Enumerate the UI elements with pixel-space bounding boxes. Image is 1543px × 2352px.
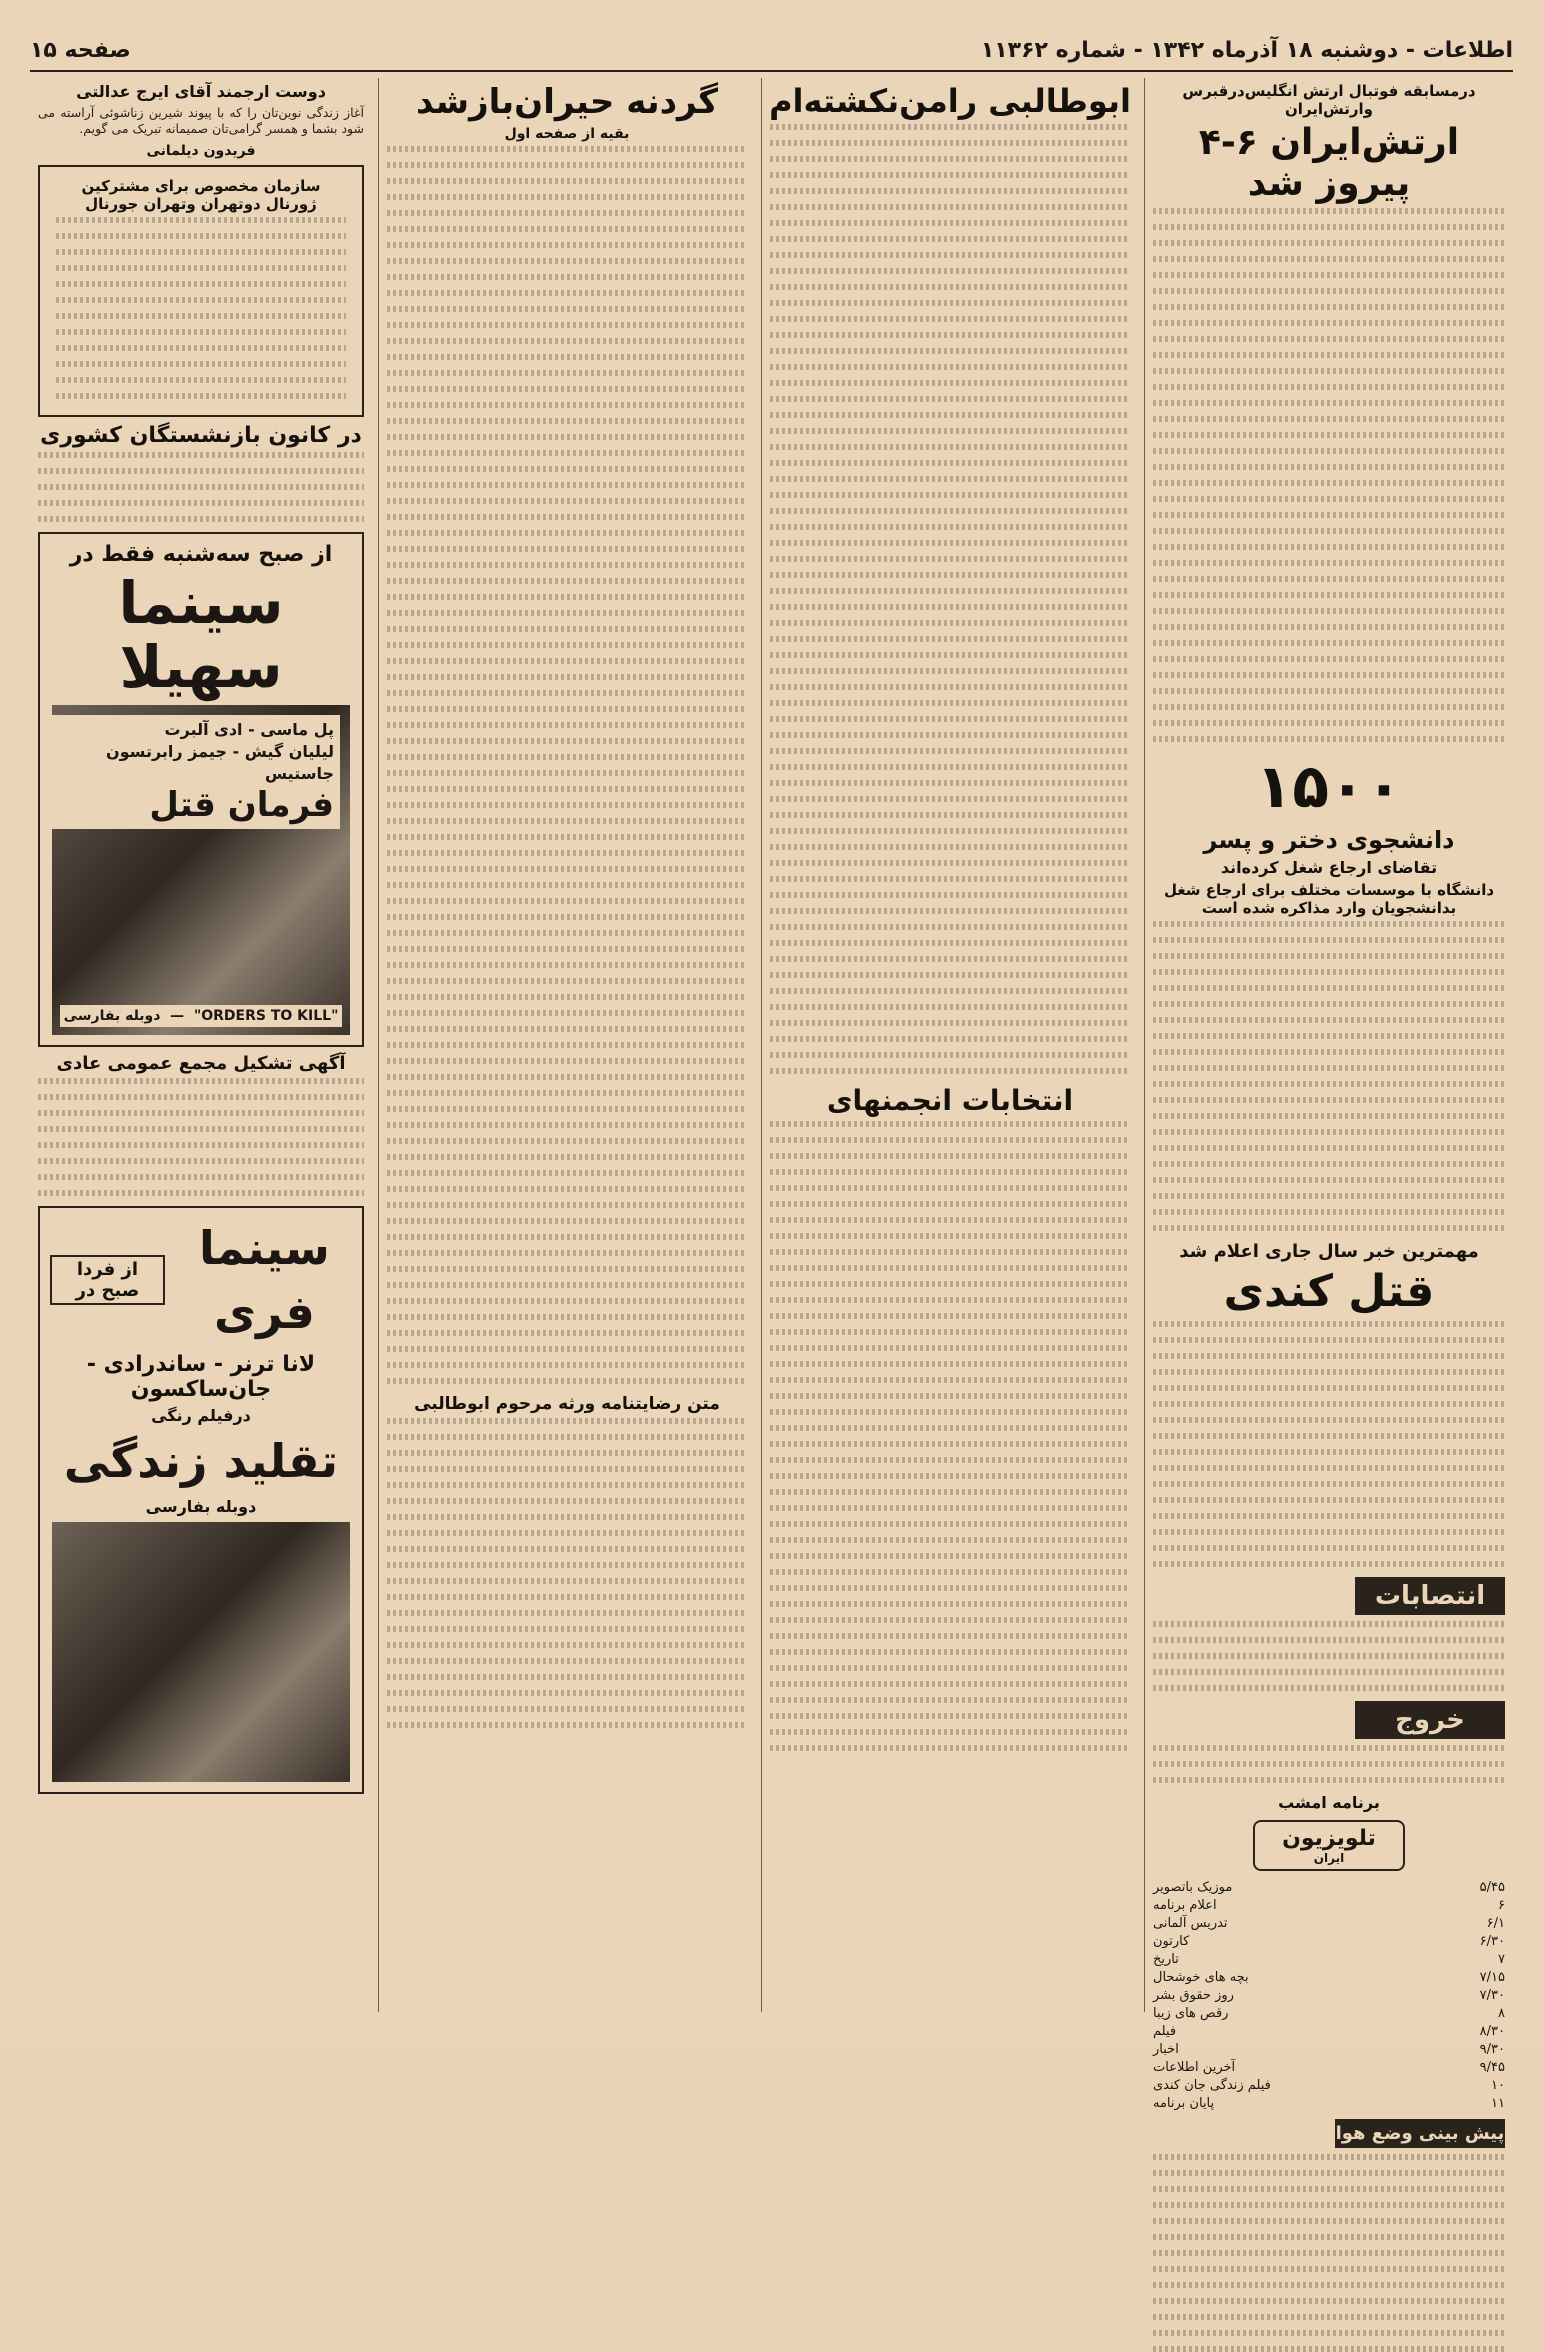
tv-logo-sub: ایران [1313, 1851, 1345, 1865]
congrats-title: دوست ارجمند آقای ایرج عدالتی [76, 82, 326, 101]
tv-schedule-title: فیلم [1153, 2024, 1177, 2039]
pass-headline: گردنه حیران‌بازشد [416, 82, 718, 122]
film1-caption: "ORDERS TO KILL" — دوبله بفارسی [60, 1005, 342, 1027]
pass-text [387, 146, 747, 1384]
tv-schedule-title: پایان برنامه [1153, 2096, 1215, 2111]
cinema2-ad [38, 1206, 364, 1794]
tv-schedule-time: ۵/۴۵ [1479, 1880, 1505, 1895]
cinema1-ad [38, 532, 364, 1047]
congrats-sign: فریدون دیلمانی [146, 143, 256, 159]
tv-schedule-time: ۷/۳۰ [1479, 1988, 1505, 2003]
football-kicker: درمسابقه فوتبال ارتش انگلیس‌درقبرس وارتش‌ایران [1182, 82, 1476, 118]
film2-dubbed: دوبله بفارسی [145, 1497, 257, 1516]
tv-schedule-row [1153, 1951, 1505, 1969]
retirees-headline: در کانون بازنشستگان کشوری [40, 423, 362, 448]
column-left [30, 78, 372, 2012]
tv-schedule-row [1153, 1915, 1505, 1933]
appointments-banner: انتصابات [1355, 1577, 1505, 1615]
tv-schedule-time: ۶ [1498, 1898, 1505, 1913]
students-deck: تقاضای ارجاع شغل کرده‌اند [1220, 858, 1438, 877]
org-box [38, 165, 364, 417]
tv-schedule-title: فیلم زندگی جان کندی [1153, 2078, 1271, 2093]
cinema2-top: از فردا صبح در [50, 1255, 165, 1305]
tonight-program-label: برنامه امشب [1278, 1793, 1380, 1812]
film2-title: تقلید زندگی [63, 1434, 339, 1488]
tv-schedule-row [1153, 1987, 1505, 2005]
tv-schedule-time: ۷/۱۵ [1479, 1970, 1505, 1985]
film1-dubbed: دوبله بفارسی [63, 1008, 161, 1024]
issue-info: اطلاعات - دوشنبه ۱۸ آذرماه ۱۳۴۲ - شماره ۱۱۳۶۲ [980, 37, 1513, 63]
weather-banner: پیش بینی وضع هوا [1335, 2119, 1505, 2148]
football-headline: ارتش‌ایران ۶-۴ پیروز شد [1198, 122, 1460, 204]
cinema1-top: از صبح سه‌شنبه فقط در [69, 542, 333, 567]
appointments-text [1153, 1621, 1505, 1691]
tv-schedule-title: تاریخ [1153, 1952, 1179, 1967]
tv-schedule-row [1153, 2041, 1505, 2059]
film1-photo [52, 705, 350, 1035]
org-box-text [56, 217, 346, 399]
tv-schedule-title: بچه های خوشحال [1153, 1970, 1249, 1985]
tv-schedule-row [1153, 1969, 1505, 1987]
tv-schedule-time: ۹/۴۵ [1479, 2060, 1505, 2075]
students-text [1153, 921, 1505, 1231]
departure-text [1153, 1745, 1505, 1783]
page-number: صفحه ۱۵ [30, 37, 131, 63]
film2-color: درفیلم رنگی [151, 1406, 251, 1425]
students-number: ۱۵۰۰ [1255, 752, 1403, 822]
cinema1-name: سینما سهیلا [118, 569, 284, 701]
film2-cast: لانا ترنر - ساندرادی - جان‌ساکسون [86, 1352, 316, 1402]
film1-cast2: لیلیان گیش - جیمز رابرتسون جاستیس [105, 742, 334, 783]
tv-logo-title: تلویزیون [1282, 1826, 1376, 1851]
tv-schedule-title: اخبار [1153, 2042, 1179, 2057]
film2-photo [52, 1522, 350, 1782]
tv-schedule-title: تدریس آلمانی [1153, 1916, 1228, 1931]
tv-schedule-title: آخرین اطلاعات [1153, 2060, 1236, 2075]
students-headline: دانشجوی دختر و پسر [1203, 826, 1455, 854]
abutalebi-headline: ابوطالبی رامن‌نکشته‌ام [769, 82, 1131, 120]
tv-schedule-title: روز حقوق بشر [1153, 1988, 1234, 2003]
assembly-text [38, 1078, 364, 1196]
kennedy-deck: مهمترین خبر سال جاری اعلام شد [1179, 1241, 1479, 1262]
assembly-title: آگهی تشکیل مجمع عمومی عادی [56, 1053, 346, 1074]
heirs-text [387, 1418, 747, 1728]
tv-schedule-row [1153, 2005, 1505, 2023]
tv-schedule-title: موزیک باتصویر [1153, 1880, 1233, 1895]
cinema2-name: سینما فری [199, 1221, 330, 1339]
column-middle-right [761, 78, 1138, 2012]
column-middle-left [378, 78, 755, 2012]
elections-text [770, 1121, 1130, 1751]
departure-banner: خروج [1355, 1701, 1505, 1739]
tv-schedule [1153, 1879, 1505, 2113]
tv-schedule-row [1153, 1933, 1505, 1951]
tv-schedule-time: ۹/۳۰ [1479, 2042, 1505, 2057]
tv-logo [1253, 1820, 1405, 1871]
tv-schedule-row [1153, 2077, 1505, 2095]
weather-text [1153, 2154, 1505, 2352]
film1-title: فرمان قتل [149, 785, 334, 825]
congrats-text: آغاز زندگی نوین‌تان را که با پیوند شیرین زناشوئی آراسته می شود بشما و همسر گرامی‌تان صمیمانه تبریک می گویم. [38, 105, 364, 136]
pass-sub: بقیه از صفحه اول [504, 126, 630, 142]
tv-schedule-title: رقص های زیبا [1153, 2006, 1229, 2021]
kennedy-headline: قتل کندی [1223, 1266, 1435, 1317]
tv-schedule-title: اعلام برنامه [1153, 1898, 1217, 1913]
film1-cast1: پل ماسی - ادی آلبرت [164, 720, 334, 739]
football-text [1153, 208, 1505, 742]
kennedy-text [1153, 1321, 1505, 1567]
tv-schedule-time: ۶/۳۰ [1479, 1934, 1505, 1949]
elections-headline: انتخابات انجمنهای [826, 1084, 1074, 1117]
tv-schedule-row [1153, 2023, 1505, 2041]
students-bullet: دانشگاه با موسسات مختلف برای ارجاع شغل بدانشجویان وارد مذاکره شده است [1163, 881, 1495, 917]
tv-schedule-time: ۸ [1498, 2006, 1505, 2021]
tv-schedule-title: کارتون [1153, 1934, 1190, 1949]
tv-schedule-row [1153, 1879, 1505, 1897]
film1-english-title: "ORDERS TO KILL" [193, 1008, 339, 1024]
org-box-title: سازمان مخصوص برای مشترکین ژورنال دوتهران وتهران جورنال [81, 177, 321, 213]
column-right [1144, 78, 1513, 2144]
tv-schedule-row [1153, 2095, 1505, 2113]
tv-schedule-time: ۸/۳۰ [1479, 2024, 1505, 2039]
abutalebi-text [770, 124, 1130, 1074]
tv-schedule-time: ۱۰ [1491, 2078, 1505, 2093]
retirees-text [38, 452, 364, 522]
tv-schedule-time: ۶/۱ [1486, 1916, 1505, 1931]
heirs-headline: متن رضایتنامه ورثه مرحوم ابوطالبی [414, 1394, 720, 1414]
masthead-strip [30, 30, 1513, 72]
tv-schedule-time: ۱۱ [1491, 2096, 1505, 2111]
tv-schedule-time: ۷ [1498, 1952, 1505, 1967]
tv-schedule-row [1153, 2059, 1505, 2077]
tv-schedule-row [1153, 1897, 1505, 1915]
